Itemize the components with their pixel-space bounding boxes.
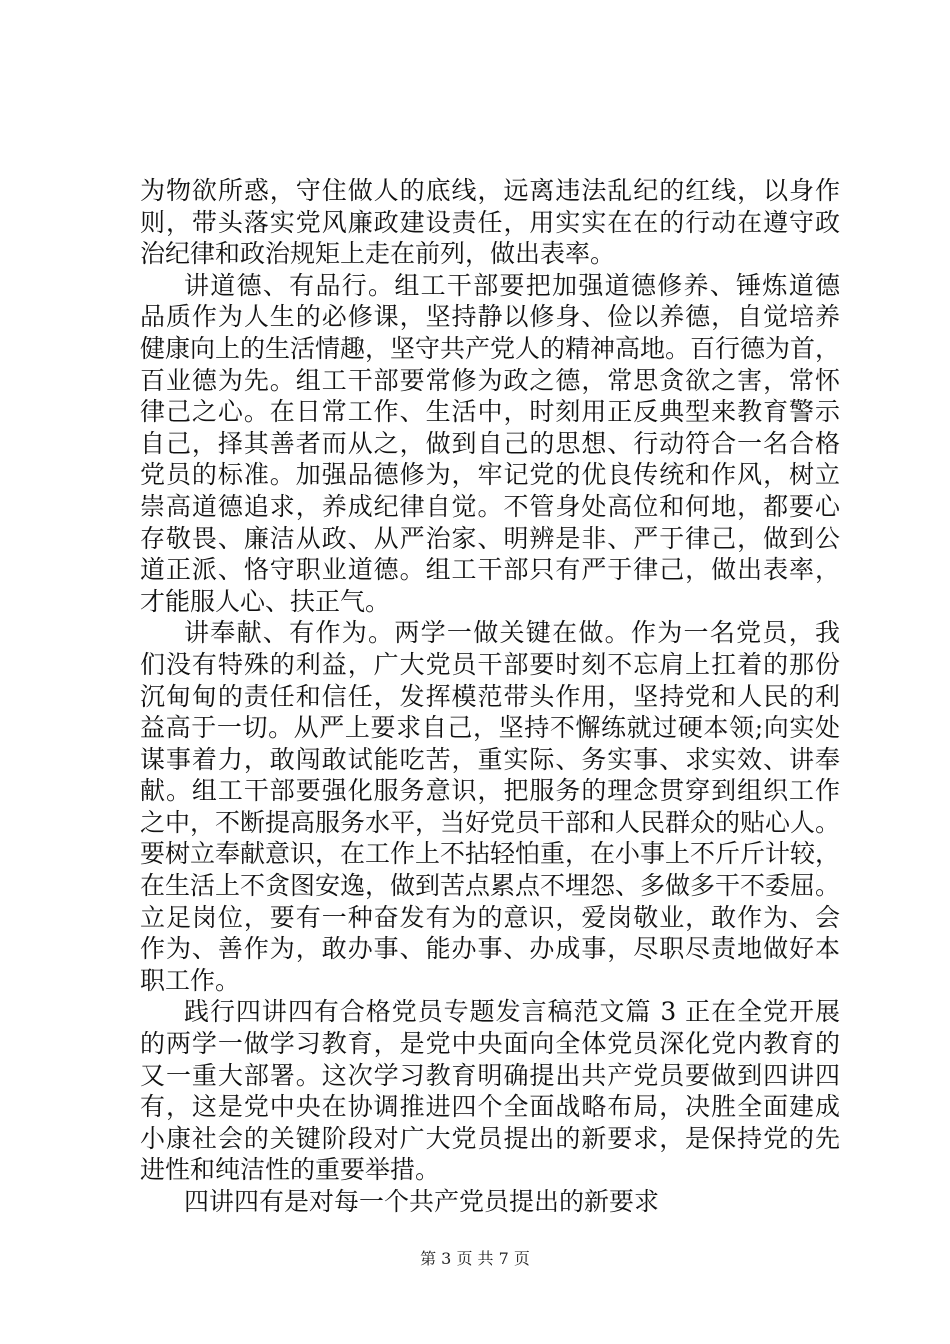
text-line: 又一重大部署。这次学习教育明确提出共产党员要做到四讲四 [140,1060,840,1090]
text-line: 健康向上的生活情趣，坚守共产党人的精神高地。百行德为首， [140,333,841,363]
text-line: 有，这是党中央在协调推进四个全面战略布局，决胜全面建成 [140,1092,840,1122]
text-line: 百业德为先。组工干部要常修为政之德，常思贪欲之害，常怀 [140,365,840,395]
text-line: 为物欲所惑，守住做人的底线，远离违法乱纪的红线，以身作 [140,176,840,205]
text-line: 自己，择其善者而从之，做到自己的思想、行动符合一名合格 [140,428,840,458]
text-line: 才能服人心、扶正气。 [140,586,391,616]
text-line: 沉甸甸的责任和信任，发挥模范带头作用，坚持党和人民的利 [140,681,840,711]
text-line: 谋事着力，敢闯敢试能吃苦，重实际、务实事、求实效、讲奉 [140,744,840,774]
text-line: 的两学一做学习教育，是党中央面向全体党员深化党内教育的 [140,1029,840,1059]
text-line: 存敬畏、廉洁从政、从严治家、明辨是非、严于律己，做到公 [140,523,840,553]
text-line: 道正派、恪守职业道德。组工干部只有严于律己，做出表率， [140,555,840,585]
text-line: 讲奉献、有作为。两学一做关键在做。作为一名党员，我 [184,618,840,648]
text-line: 律己之心。在日常工作、生活中，时刻用正反典型来教育警示 [140,397,840,427]
text-line: 小康社会的关键阶段对广大党员提出的新要求，是保持党的先 [140,1123,840,1153]
document-body [140,175,840,1218]
text-line: 职工作。 [140,965,241,995]
text-line: 进性和纯洁性的重要举措。 [140,1155,441,1185]
text-line: 践行四讲四有合格党员专题发言稿范文篇 3 正在全党开展 [184,997,840,1027]
text-line: 立足岗位，要有一种奋发有为的意识，爱岗敬业，敢作为、会 [140,902,840,932]
text-line: 治纪律和政治规矩上走在前列，做出表率。 [140,239,616,269]
text-line: 品质作为人生的必修课，坚持静以修身、俭以养德，自觉培养 [140,302,840,332]
text-line: 讲道德、有品行。组工干部要把加强道德修养、锤炼道德 [184,270,840,300]
text-line: 崇高道德追求，养成纪律自觉。不管身处高位和何地，都要心 [140,491,840,521]
text-line: 之中，不断提高服务水平，当好党员干部和人民群众的贴心人。 [140,807,841,837]
page-footer: 第 3 页 共 7 页 [420,1249,530,1268]
text-line: 作为、善作为，敢办事、能办事、办成事，尽职尽责地做好本 [140,934,840,964]
text-line: 在生活上不贪图安逸，做到苦点累点不埋怨、多做多干不委屈。 [140,871,841,901]
text-line: 则，带头落实党风廉政建设责任，用实实在在的行动在遵守政 [140,207,840,237]
text-line: 要树立奉献意识，在工作上不拈轻怕重，在小事上不斤斤计较， [140,839,841,869]
text-line: 益高于一切。从严上要求自己，坚持不懈练就过硬本领;向实处 [140,713,840,743]
text-line: 四讲四有是对每一个共产党员提出的新要求 [184,1187,660,1216]
text-line: 党员的标准。加强品德修为，牢记党的优良传统和作风，树立 [140,460,840,490]
text-line: 献。组工干部要强化服务意识，把服务的理念贯穿到组织工作 [140,776,840,806]
text-line: 们没有特殊的利益，广大党员干部要时刻不忘肩上扛着的那份 [140,649,840,679]
